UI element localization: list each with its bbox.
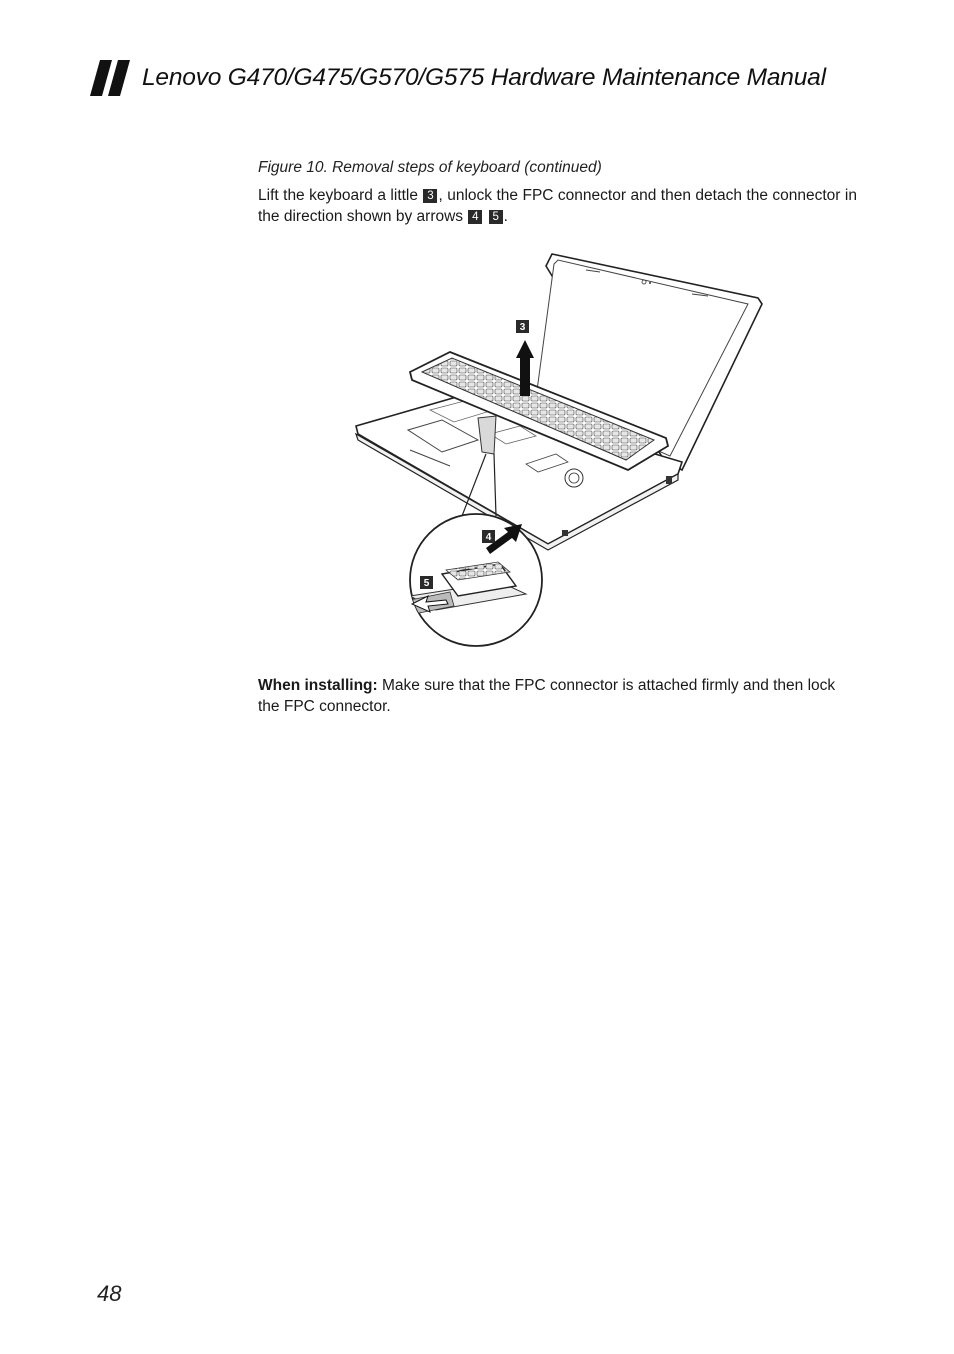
page-header: [90, 58, 826, 98]
callout-4: [482, 530, 495, 543]
callout-3: [516, 320, 529, 333]
step-badge-lift: 3: [423, 189, 437, 203]
callout-3-label: 3: [519, 322, 526, 333]
callout-4-label: 4: [485, 532, 492, 543]
manual-title: Lenovo G470/G475/G570/G575 Hardware Maintenance Manual: [142, 64, 826, 91]
instruction-paragraph: [258, 185, 857, 227]
keyboard-removal-illustration: [350, 248, 770, 648]
callout-5: [420, 576, 433, 589]
step-badge-detach: 5: [489, 210, 503, 224]
instruction-text-end: .: [503, 208, 508, 225]
figure-caption: Figure 10. Removal steps of keyboard (continued): [258, 159, 602, 176]
install-note-label: When installing:: [258, 677, 378, 694]
install-note: [258, 675, 857, 717]
install-note-text: Make sure that the FPC connector is attached firmly and then lock the FPC connector.: [258, 677, 836, 715]
page-number: 48: [97, 1281, 122, 1306]
instruction-text-1: Lift the keyboard a little: [258, 187, 423, 204]
instruction-text-2: , unlock the FPC connector and then detach the connector in the direction shown by arrows: [258, 187, 857, 225]
step-badge-unlock: 4: [468, 210, 482, 224]
callout-5-label: 5: [423, 578, 430, 589]
double-slash-logo-icon: [90, 60, 132, 96]
